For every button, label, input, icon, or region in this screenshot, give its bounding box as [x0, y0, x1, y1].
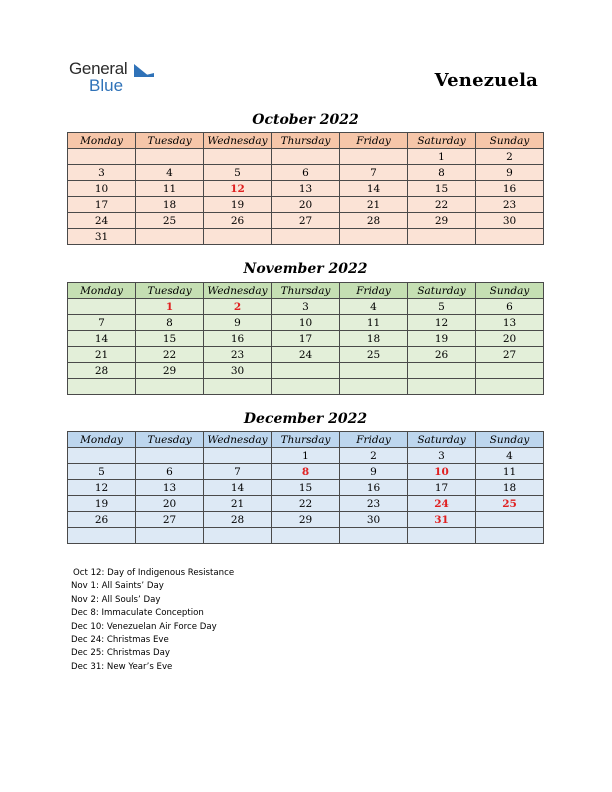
day-cell: 22 — [136, 347, 204, 363]
day-cell: 13 — [136, 480, 204, 496]
day-cell: 18 — [136, 197, 204, 213]
day-cell: 16 — [204, 331, 272, 347]
day-cell: 15 — [272, 480, 340, 496]
day-cell: 2 — [476, 149, 544, 165]
day-cell: 13 — [272, 181, 340, 197]
holiday-item: Dec 24: Christmas Eve — [71, 635, 169, 646]
day-cell — [340, 528, 408, 544]
day-cell: 19 — [408, 331, 476, 347]
holiday-item: Dec 8: Immaculate Conception — [71, 608, 204, 619]
day-cell — [68, 379, 136, 395]
day-cell: 30 — [340, 512, 408, 528]
day-cell: 10 — [408, 464, 476, 480]
week-row — [68, 512, 544, 528]
day-cell: 6 — [476, 299, 544, 315]
day-cell: 5 — [408, 299, 476, 315]
day-cell: 8 — [408, 165, 476, 181]
day-cell: 20 — [272, 197, 340, 213]
holiday-list — [73, 567, 234, 674]
day-cell: 2 — [204, 299, 272, 315]
weekday-header-wednesday: Wednesday — [204, 432, 272, 448]
day-cell: 28 — [340, 213, 408, 229]
weekday-header-tuesday: Tuesday — [136, 133, 204, 149]
week-row — [68, 464, 544, 480]
day-cell: 3 — [408, 448, 476, 464]
day-cell: 1 — [272, 448, 340, 464]
day-cell — [136, 448, 204, 464]
day-cell: 29 — [272, 512, 340, 528]
day-cell: 5 — [68, 464, 136, 480]
day-cell: 18 — [340, 331, 408, 347]
week-row — [68, 528, 544, 544]
week-row — [68, 331, 544, 347]
weekday-header-friday: Friday — [340, 432, 408, 448]
weekday-header-wednesday: Wednesday — [204, 283, 272, 299]
day-cell — [272, 363, 340, 379]
day-cell: 19 — [204, 197, 272, 213]
day-cell: 29 — [136, 363, 204, 379]
day-cell — [204, 528, 272, 544]
week-row — [68, 363, 544, 379]
holiday-item: Dec 31: New Year’s Eve — [71, 661, 173, 672]
day-cell — [476, 363, 544, 379]
day-cell — [136, 229, 204, 245]
week-row — [68, 197, 544, 213]
day-cell: 1 — [136, 299, 204, 315]
day-cell: 16 — [476, 181, 544, 197]
day-cell: 30 — [476, 213, 544, 229]
day-cell — [136, 149, 204, 165]
weekday-header-saturday: Saturday — [408, 432, 476, 448]
day-cell: 3 — [68, 165, 136, 181]
day-cell: 11 — [340, 315, 408, 331]
weekday-header-monday: Monday — [68, 432, 136, 448]
weekday-header-monday: Monday — [68, 283, 136, 299]
logo-text-general: General — [69, 59, 128, 78]
day-cell — [340, 149, 408, 165]
day-cell: 27 — [272, 213, 340, 229]
week-row — [68, 315, 544, 331]
day-cell: 9 — [340, 464, 408, 480]
day-cell: 8 — [136, 315, 204, 331]
day-cell — [340, 379, 408, 395]
weekday-header-row — [68, 133, 544, 149]
day-cell — [204, 149, 272, 165]
day-cell — [408, 229, 476, 245]
week-row — [68, 181, 544, 197]
day-cell: 27 — [136, 512, 204, 528]
day-cell: 24 — [68, 213, 136, 229]
weekday-header-thursday: Thursday — [272, 133, 340, 149]
weekday-header-wednesday: Wednesday — [204, 133, 272, 149]
day-cell: 19 — [68, 496, 136, 512]
day-cell: 28 — [204, 512, 272, 528]
day-cell: 22 — [408, 197, 476, 213]
day-cell: 20 — [476, 331, 544, 347]
calendar-november — [67, 282, 544, 395]
day-cell — [136, 528, 204, 544]
day-cell — [272, 528, 340, 544]
day-cell: 23 — [204, 347, 272, 363]
day-cell: 31 — [68, 229, 136, 245]
day-cell: 7 — [204, 464, 272, 480]
day-cell: 14 — [68, 331, 136, 347]
day-cell — [68, 299, 136, 315]
week-row — [68, 149, 544, 165]
weekday-header-saturday: Saturday — [408, 283, 476, 299]
weekday-header-thursday: Thursday — [272, 283, 340, 299]
day-cell: 25 — [476, 496, 544, 512]
day-cell: 13 — [476, 315, 544, 331]
logo — [69, 60, 127, 94]
day-cell: 25 — [340, 347, 408, 363]
holiday-item: Dec 10: Venezuelan Air Force Day — [71, 621, 217, 632]
day-cell: 10 — [68, 181, 136, 197]
day-cell: 7 — [68, 315, 136, 331]
day-cell: 12 — [204, 181, 272, 197]
day-cell: 1 — [408, 149, 476, 165]
day-cell: 14 — [340, 181, 408, 197]
holiday-item: Nov 2: All Souls’ Day — [71, 594, 161, 605]
weekday-header-sunday: Sunday — [476, 133, 544, 149]
weekday-header-friday: Friday — [340, 283, 408, 299]
weekday-header-saturday: Saturday — [408, 133, 476, 149]
day-cell — [272, 229, 340, 245]
day-cell — [476, 512, 544, 528]
month-title-november: November 2022 — [243, 261, 368, 277]
day-cell — [204, 229, 272, 245]
day-cell — [476, 379, 544, 395]
month-title-december: December 2022 — [243, 411, 368, 427]
day-cell: 21 — [340, 197, 408, 213]
day-cell: 5 — [204, 165, 272, 181]
day-cell: 9 — [204, 315, 272, 331]
day-cell: 29 — [408, 213, 476, 229]
logo-text-blue: Blue — [89, 76, 124, 95]
day-cell — [476, 528, 544, 544]
day-cell: 4 — [476, 448, 544, 464]
weekday-header-tuesday: Tuesday — [136, 432, 204, 448]
weekday-header-tuesday: Tuesday — [136, 283, 204, 299]
day-cell: 17 — [272, 331, 340, 347]
day-cell: 27 — [476, 347, 544, 363]
day-cell: 17 — [408, 480, 476, 496]
day-cell: 30 — [204, 363, 272, 379]
day-cell — [272, 149, 340, 165]
day-cell: 26 — [204, 213, 272, 229]
day-cell: 15 — [136, 331, 204, 347]
calendar-october — [67, 132, 544, 245]
day-cell: 25 — [136, 213, 204, 229]
day-cell — [136, 379, 204, 395]
month-title-october: October 2022 — [252, 112, 359, 128]
day-cell: 18 — [476, 480, 544, 496]
weekday-header-monday: Monday — [68, 133, 136, 149]
weekday-header-row — [68, 432, 544, 448]
day-cell: 16 — [340, 480, 408, 496]
day-cell — [476, 229, 544, 245]
week-row — [68, 347, 544, 363]
day-cell: 4 — [136, 165, 204, 181]
day-cell: 15 — [408, 181, 476, 197]
holiday-item: Oct 12: Day of Indigenous Resistance — [73, 568, 235, 578]
day-cell: 6 — [272, 165, 340, 181]
week-row — [68, 379, 544, 395]
day-cell: 11 — [476, 464, 544, 480]
day-cell — [340, 229, 408, 245]
day-cell: 8 — [272, 464, 340, 480]
day-cell: 17 — [68, 197, 136, 213]
day-cell: 7 — [340, 165, 408, 181]
day-cell: 31 — [408, 512, 476, 528]
day-cell — [68, 149, 136, 165]
weekday-header-sunday: Sunday — [476, 432, 544, 448]
day-cell — [272, 379, 340, 395]
logo-flag-icon — [134, 64, 154, 78]
day-cell: 14 — [204, 480, 272, 496]
weekday-header-thursday: Thursday — [272, 432, 340, 448]
week-row — [68, 480, 544, 496]
day-cell: 26 — [408, 347, 476, 363]
day-cell: 10 — [272, 315, 340, 331]
day-cell: 21 — [68, 347, 136, 363]
holiday-item: Nov 1: All Saints’ Day — [71, 581, 164, 592]
week-row — [68, 299, 544, 315]
weekday-header-row — [68, 283, 544, 299]
week-row — [68, 229, 544, 245]
day-cell: 11 — [136, 181, 204, 197]
day-cell: 4 — [340, 299, 408, 315]
day-cell: 23 — [340, 496, 408, 512]
day-cell: 24 — [272, 347, 340, 363]
day-cell: 12 — [408, 315, 476, 331]
week-row — [68, 496, 544, 512]
day-cell — [68, 448, 136, 464]
day-cell: 22 — [272, 496, 340, 512]
country-title: Venezuela — [434, 70, 538, 91]
day-cell: 9 — [476, 165, 544, 181]
day-cell — [204, 448, 272, 464]
day-cell: 2 — [340, 448, 408, 464]
day-cell: 26 — [68, 512, 136, 528]
week-row — [68, 448, 544, 464]
day-cell: 28 — [68, 363, 136, 379]
day-cell: 6 — [136, 464, 204, 480]
day-cell — [340, 363, 408, 379]
week-row — [68, 213, 544, 229]
day-cell: 23 — [476, 197, 544, 213]
day-cell — [408, 379, 476, 395]
day-cell: 20 — [136, 496, 204, 512]
weekday-header-friday: Friday — [340, 133, 408, 149]
holiday-item: Dec 25: Christmas Day — [71, 648, 170, 659]
calendar-december — [67, 431, 544, 544]
day-cell — [408, 528, 476, 544]
day-cell — [204, 379, 272, 395]
weekday-header-sunday: Sunday — [476, 283, 544, 299]
day-cell — [408, 363, 476, 379]
week-row — [68, 165, 544, 181]
day-cell: 12 — [68, 480, 136, 496]
day-cell: 3 — [272, 299, 340, 315]
day-cell: 21 — [204, 496, 272, 512]
day-cell — [68, 528, 136, 544]
day-cell: 24 — [408, 496, 476, 512]
